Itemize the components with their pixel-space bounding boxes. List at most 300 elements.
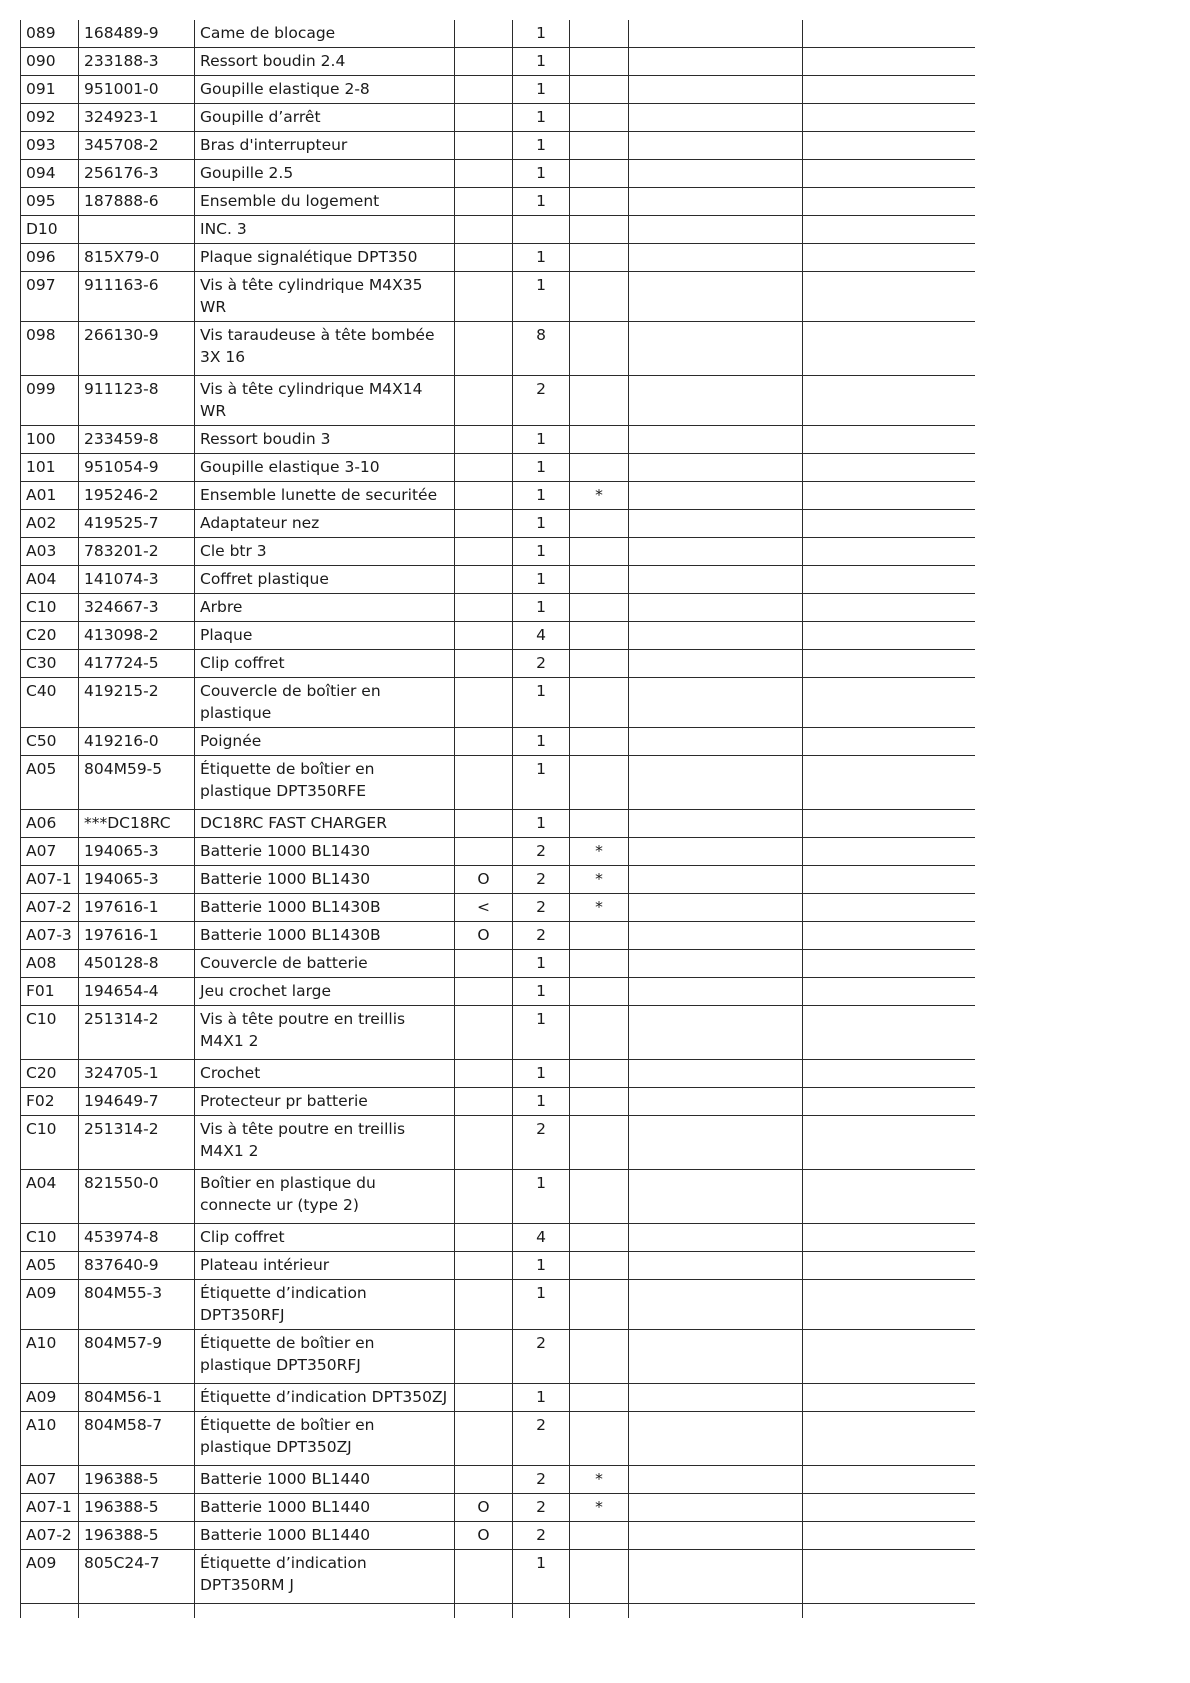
blank-cell xyxy=(629,104,803,132)
item-number-cell: C20 xyxy=(21,1060,79,1088)
note-cell xyxy=(455,678,513,728)
quantity-cell: 1 xyxy=(513,1170,570,1224)
blank-cell xyxy=(629,322,803,376)
item-number-cell: C10 xyxy=(21,1006,79,1060)
note-cell xyxy=(455,810,513,838)
marker-cell xyxy=(570,244,629,272)
blank-cell xyxy=(629,1170,803,1224)
note-cell xyxy=(455,1224,513,1252)
quantity-cell: 2 xyxy=(513,1330,570,1384)
quantity-cell: 1 xyxy=(513,48,570,76)
quantity-cell: 2 xyxy=(513,922,570,950)
part-number-cell: 197616-1 xyxy=(79,894,195,922)
description-cell: Cle btr 3 xyxy=(195,538,455,566)
marker-cell xyxy=(570,376,629,426)
item-number-cell: A05 xyxy=(21,1252,79,1280)
quantity-cell: 1 xyxy=(513,482,570,510)
item-number-cell: C50 xyxy=(21,728,79,756)
quantity-cell: 4 xyxy=(513,1224,570,1252)
description-cell: Étiquette d’indication DPT350ZJ xyxy=(195,1384,455,1412)
quantity-cell: 1 xyxy=(513,20,570,48)
marker-cell xyxy=(570,1006,629,1060)
note-cell xyxy=(455,728,513,756)
description-cell: Batterie 1000 BL1440 xyxy=(195,1494,455,1522)
marker-cell: * xyxy=(570,838,629,866)
note-cell: O xyxy=(455,1522,513,1550)
note-cell xyxy=(455,756,513,810)
marker-cell xyxy=(570,20,629,48)
quantity-cell: 1 xyxy=(513,272,570,322)
blank-cell xyxy=(629,650,803,678)
quantity-cell: 1 xyxy=(513,1060,570,1088)
description-cell: Étiquette d’indication DPT350RM J xyxy=(195,1550,455,1604)
blank-cell xyxy=(803,838,976,866)
quantity-cell: 2 xyxy=(513,650,570,678)
description-cell: DC18RC FAST CHARGER xyxy=(195,810,455,838)
part-number-cell: 266130-9 xyxy=(79,322,195,376)
description-cell: Crochet xyxy=(195,1060,455,1088)
part-number-cell: 141074-3 xyxy=(79,566,195,594)
item-number-cell: 092 xyxy=(21,104,79,132)
blank-cell xyxy=(629,678,803,728)
blank-cell xyxy=(629,20,803,48)
quantity-cell: 1 xyxy=(513,1088,570,1116)
note-cell xyxy=(455,594,513,622)
marker-cell: * xyxy=(570,894,629,922)
blank-cell xyxy=(803,1088,976,1116)
item-number-cell: A01 xyxy=(21,482,79,510)
part-number-cell: 324923-1 xyxy=(79,104,195,132)
description-cell: Étiquette de boîtier en plastique DPT350RFE xyxy=(195,756,455,810)
marker-cell xyxy=(570,538,629,566)
description-cell: Arbre xyxy=(195,594,455,622)
description-cell: Jeu crochet large xyxy=(195,978,455,1006)
blank-cell xyxy=(195,1604,455,1618)
blank-cell xyxy=(803,20,976,48)
description-cell: Plaque signalétique DPT350 xyxy=(195,244,455,272)
note-cell xyxy=(455,838,513,866)
description-cell: Adaptateur nez xyxy=(195,510,455,538)
description-cell: Coffret plastique xyxy=(195,566,455,594)
blank-cell xyxy=(803,1522,976,1550)
note-cell xyxy=(455,1384,513,1412)
part-number-cell: 804M58-7 xyxy=(79,1412,195,1466)
blank-cell xyxy=(803,132,976,160)
blank-cell xyxy=(803,810,976,838)
note-cell xyxy=(455,1060,513,1088)
item-number-cell: C20 xyxy=(21,622,79,650)
blank-cell xyxy=(629,160,803,188)
note-cell: O xyxy=(455,866,513,894)
quantity-cell: 1 xyxy=(513,594,570,622)
blank-cell xyxy=(629,838,803,866)
item-number-cell: A02 xyxy=(21,510,79,538)
blank-cell xyxy=(21,1604,79,1618)
blank-cell xyxy=(629,216,803,244)
note-cell xyxy=(455,188,513,216)
part-number-cell: 196388-5 xyxy=(79,1522,195,1550)
description-cell: Protecteur pr batterie xyxy=(195,1088,455,1116)
part-number-cell: 804M57-9 xyxy=(79,1330,195,1384)
marker-cell xyxy=(570,1088,629,1116)
quantity-cell: 2 xyxy=(513,376,570,426)
part-number-cell xyxy=(79,216,195,244)
blank-cell xyxy=(629,1466,803,1494)
item-number-cell: 098 xyxy=(21,322,79,376)
description-cell: Étiquette d’indication DPT350RFJ xyxy=(195,1280,455,1330)
quantity-cell: 1 xyxy=(513,76,570,104)
quantity-cell: 1 xyxy=(513,510,570,538)
blank-cell xyxy=(629,1604,803,1618)
table-row xyxy=(21,20,976,48)
note-cell xyxy=(455,376,513,426)
table-row xyxy=(21,104,976,132)
table-row xyxy=(21,322,976,376)
note-cell xyxy=(455,1088,513,1116)
table-row xyxy=(21,426,976,454)
blank-cell xyxy=(629,188,803,216)
note-cell xyxy=(455,510,513,538)
marker-cell xyxy=(570,1330,629,1384)
quantity-cell: 1 xyxy=(513,538,570,566)
part-number-cell: 453974-8 xyxy=(79,1224,195,1252)
item-number-cell: A04 xyxy=(21,566,79,594)
part-number-cell: 837640-9 xyxy=(79,1252,195,1280)
table-row xyxy=(21,188,976,216)
note-cell xyxy=(455,160,513,188)
blank-cell xyxy=(629,244,803,272)
table-row xyxy=(21,678,976,728)
quantity-cell: 2 xyxy=(513,838,570,866)
blank-cell xyxy=(803,244,976,272)
part-number-cell: 911123-8 xyxy=(79,376,195,426)
table-row xyxy=(21,1116,976,1170)
note-cell xyxy=(455,978,513,1006)
blank-cell xyxy=(629,376,803,426)
description-cell: Couvercle de boîtier en plastique xyxy=(195,678,455,728)
item-number-cell: 093 xyxy=(21,132,79,160)
marker-cell xyxy=(570,810,629,838)
blank-cell xyxy=(803,566,976,594)
quantity-cell: 1 xyxy=(513,1252,570,1280)
table-row xyxy=(21,756,976,810)
table-row xyxy=(21,1494,976,1522)
quantity-cell: 1 xyxy=(513,1006,570,1060)
item-number-cell: A08 xyxy=(21,950,79,978)
blank-cell xyxy=(803,978,976,1006)
marker-cell xyxy=(570,104,629,132)
item-number-cell: A09 xyxy=(21,1550,79,1604)
table-row xyxy=(21,160,976,188)
table-row xyxy=(21,1088,976,1116)
part-number-cell: 804M59-5 xyxy=(79,756,195,810)
marker-cell xyxy=(570,756,629,810)
note-cell xyxy=(455,538,513,566)
item-number-cell: A07-2 xyxy=(21,1522,79,1550)
marker-cell xyxy=(570,454,629,482)
blank-cell xyxy=(803,1550,976,1604)
item-number-cell: C10 xyxy=(21,1224,79,1252)
description-cell: Ensemble du logement xyxy=(195,188,455,216)
description-cell: Bras d'interrupteur xyxy=(195,132,455,160)
description-cell: Batterie 1000 BL1430 xyxy=(195,838,455,866)
blank-cell xyxy=(629,1116,803,1170)
note-cell xyxy=(455,322,513,376)
table-row xyxy=(21,810,976,838)
table-row xyxy=(21,272,976,322)
blank-cell xyxy=(629,728,803,756)
blank-cell xyxy=(629,426,803,454)
quantity-cell: 1 xyxy=(513,132,570,160)
description-cell: Batterie 1000 BL1430B xyxy=(195,922,455,950)
part-number-cell: 324705-1 xyxy=(79,1060,195,1088)
item-number-cell: 091 xyxy=(21,76,79,104)
blank-cell xyxy=(629,510,803,538)
blank-cell xyxy=(803,272,976,322)
blank-cell xyxy=(803,1224,976,1252)
blank-cell xyxy=(629,810,803,838)
part-number-cell: 194065-3 xyxy=(79,866,195,894)
blank-cell xyxy=(629,922,803,950)
description-cell: Vis à tête cylindrique M4X14 WR xyxy=(195,376,455,426)
note-cell xyxy=(455,482,513,510)
note-cell xyxy=(455,1466,513,1494)
part-number-cell: 196388-5 xyxy=(79,1466,195,1494)
part-number-cell: 951001-0 xyxy=(79,76,195,104)
table-row xyxy=(21,1060,976,1088)
blank-cell xyxy=(803,160,976,188)
part-number-cell: 911163-6 xyxy=(79,272,195,322)
quantity-cell xyxy=(513,216,570,244)
note-cell xyxy=(455,1006,513,1060)
item-number-cell: C30 xyxy=(21,650,79,678)
part-number-cell: 256176-3 xyxy=(79,160,195,188)
table-row xyxy=(21,894,976,922)
description-cell: Vis à tête cylindrique M4X35 WR xyxy=(195,272,455,322)
note-cell xyxy=(455,1280,513,1330)
item-number-cell: C10 xyxy=(21,1116,79,1170)
blank-cell xyxy=(629,622,803,650)
blank-cell xyxy=(629,1550,803,1604)
blank-cell xyxy=(629,272,803,322)
blank-cell xyxy=(629,1224,803,1252)
description-cell: Batterie 1000 BL1440 xyxy=(195,1466,455,1494)
table-row xyxy=(21,1412,976,1466)
marker-cell: * xyxy=(570,866,629,894)
item-number-cell: A09 xyxy=(21,1280,79,1330)
quantity-cell: 2 xyxy=(513,1522,570,1550)
blank-cell xyxy=(803,866,976,894)
description-cell: Clip coffret xyxy=(195,650,455,678)
description-cell: Ressort boudin 2.4 xyxy=(195,48,455,76)
quantity-cell: 1 xyxy=(513,160,570,188)
note-cell xyxy=(455,104,513,132)
table-row xyxy=(21,1522,976,1550)
item-number-cell: F01 xyxy=(21,978,79,1006)
blank-cell xyxy=(803,1384,976,1412)
item-number-cell: A07-2 xyxy=(21,894,79,922)
table-row xyxy=(21,978,976,1006)
marker-cell xyxy=(570,48,629,76)
description-cell: Vis à tête poutre en treillis M4X1 2 xyxy=(195,1116,455,1170)
quantity-cell: 4 xyxy=(513,622,570,650)
part-number-cell: ***DC18RC xyxy=(79,810,195,838)
blank-cell xyxy=(803,482,976,510)
marker-cell xyxy=(570,1384,629,1412)
marker-cell xyxy=(570,1522,629,1550)
blank-cell xyxy=(570,1604,629,1618)
blank-cell xyxy=(803,76,976,104)
blank-cell xyxy=(803,950,976,978)
part-number-cell: 195246-2 xyxy=(79,482,195,510)
blank-cell xyxy=(629,1330,803,1384)
description-cell: INC. 3 xyxy=(195,216,455,244)
item-number-cell: C10 xyxy=(21,594,79,622)
note-cell xyxy=(455,132,513,160)
item-number-cell: A07-3 xyxy=(21,922,79,950)
part-number-cell: 194065-3 xyxy=(79,838,195,866)
item-number-cell: A10 xyxy=(21,1330,79,1384)
blank-cell xyxy=(803,894,976,922)
note-cell xyxy=(455,1412,513,1466)
item-number-cell: A03 xyxy=(21,538,79,566)
blank-cell xyxy=(455,1604,513,1618)
table-row xyxy=(21,566,976,594)
blank-cell xyxy=(803,1060,976,1088)
marker-cell xyxy=(570,272,629,322)
note-cell xyxy=(455,1330,513,1384)
marker-cell xyxy=(570,216,629,244)
parts-table-body xyxy=(21,20,976,1618)
part-number-cell: 815X79-0 xyxy=(79,244,195,272)
blank-cell xyxy=(803,622,976,650)
quantity-cell: 1 xyxy=(513,950,570,978)
item-number-cell: F02 xyxy=(21,1088,79,1116)
blank-cell xyxy=(629,1412,803,1466)
quantity-cell: 1 xyxy=(513,678,570,728)
marker-cell xyxy=(570,1550,629,1604)
item-number-cell: 100 xyxy=(21,426,79,454)
blank-cell xyxy=(629,48,803,76)
blank-cell xyxy=(629,1384,803,1412)
blank-cell xyxy=(803,728,976,756)
blank-cell xyxy=(629,1060,803,1088)
part-number-cell: 413098-2 xyxy=(79,622,195,650)
quantity-cell: 1 xyxy=(513,728,570,756)
table-row xyxy=(21,376,976,426)
blank-cell xyxy=(629,1088,803,1116)
marker-cell xyxy=(570,950,629,978)
table-row xyxy=(21,1224,976,1252)
table-row xyxy=(21,1550,976,1604)
marker-cell: * xyxy=(570,482,629,510)
quantity-cell: 2 xyxy=(513,1466,570,1494)
table-row xyxy=(21,650,976,678)
table-row xyxy=(21,838,976,866)
blank-cell xyxy=(803,48,976,76)
table-row xyxy=(21,594,976,622)
blank-cell xyxy=(803,1494,976,1522)
marker-cell xyxy=(570,1280,629,1330)
marker-cell xyxy=(570,594,629,622)
blank-cell xyxy=(629,1494,803,1522)
blank-cell xyxy=(629,978,803,1006)
note-cell xyxy=(455,1550,513,1604)
item-number-cell: A07-1 xyxy=(21,1494,79,1522)
quantity-cell: 2 xyxy=(513,1412,570,1466)
marker-cell xyxy=(570,510,629,538)
marker-cell xyxy=(570,728,629,756)
blank-cell xyxy=(803,510,976,538)
item-number-cell: 090 xyxy=(21,48,79,76)
part-number-cell: 196388-5 xyxy=(79,1494,195,1522)
blank-cell xyxy=(803,1252,976,1280)
item-number-cell: 101 xyxy=(21,454,79,482)
blank-cell xyxy=(629,482,803,510)
blank-cell xyxy=(803,538,976,566)
marker-cell xyxy=(570,978,629,1006)
part-number-cell: 187888-6 xyxy=(79,188,195,216)
description-cell: Came de blocage xyxy=(195,20,455,48)
blank-cell xyxy=(629,538,803,566)
blank-cell xyxy=(803,426,976,454)
description-cell: Batterie 1000 BL1430B xyxy=(195,894,455,922)
marker-cell xyxy=(570,160,629,188)
quantity-cell: 1 xyxy=(513,454,570,482)
description-cell: Vis taraudeuse à tête bombée 3X 16 xyxy=(195,322,455,376)
table-row xyxy=(21,866,976,894)
blank-cell xyxy=(513,1604,570,1618)
marker-cell: * xyxy=(570,1466,629,1494)
quantity-cell: 8 xyxy=(513,322,570,376)
description-cell: Boîtier en plastique du connecte ur (type 2) xyxy=(195,1170,455,1224)
quantity-cell: 1 xyxy=(513,810,570,838)
parts-list-page xyxy=(20,20,975,1682)
note-cell xyxy=(455,272,513,322)
marker-cell xyxy=(570,1252,629,1280)
table-row xyxy=(21,48,976,76)
blank-cell xyxy=(629,950,803,978)
blank-cell xyxy=(629,1280,803,1330)
table-row xyxy=(21,244,976,272)
description-cell: Goupille d’arrêt xyxy=(195,104,455,132)
item-number-cell: 099 xyxy=(21,376,79,426)
note-cell xyxy=(455,20,513,48)
note-cell xyxy=(455,216,513,244)
blank-cell xyxy=(629,594,803,622)
blank-cell xyxy=(803,104,976,132)
description-cell: Batterie 1000 BL1440 xyxy=(195,1522,455,1550)
table-row xyxy=(21,1280,976,1330)
item-number-cell: A07 xyxy=(21,1466,79,1494)
blank-cell xyxy=(803,1006,976,1060)
blank-cell xyxy=(629,1006,803,1060)
blank-cell xyxy=(803,322,976,376)
description-cell: Poignée xyxy=(195,728,455,756)
note-cell xyxy=(455,650,513,678)
blank-cell xyxy=(629,132,803,160)
note-cell: O xyxy=(455,922,513,950)
table-row xyxy=(21,1006,976,1060)
quantity-cell: 2 xyxy=(513,894,570,922)
blank-cell xyxy=(803,1116,976,1170)
marker-cell xyxy=(570,1170,629,1224)
parts-table xyxy=(20,20,975,1618)
description-cell: Plateau intérieur xyxy=(195,1252,455,1280)
note-cell xyxy=(455,1116,513,1170)
table-row xyxy=(21,76,976,104)
part-number-cell: 805C24-7 xyxy=(79,1550,195,1604)
